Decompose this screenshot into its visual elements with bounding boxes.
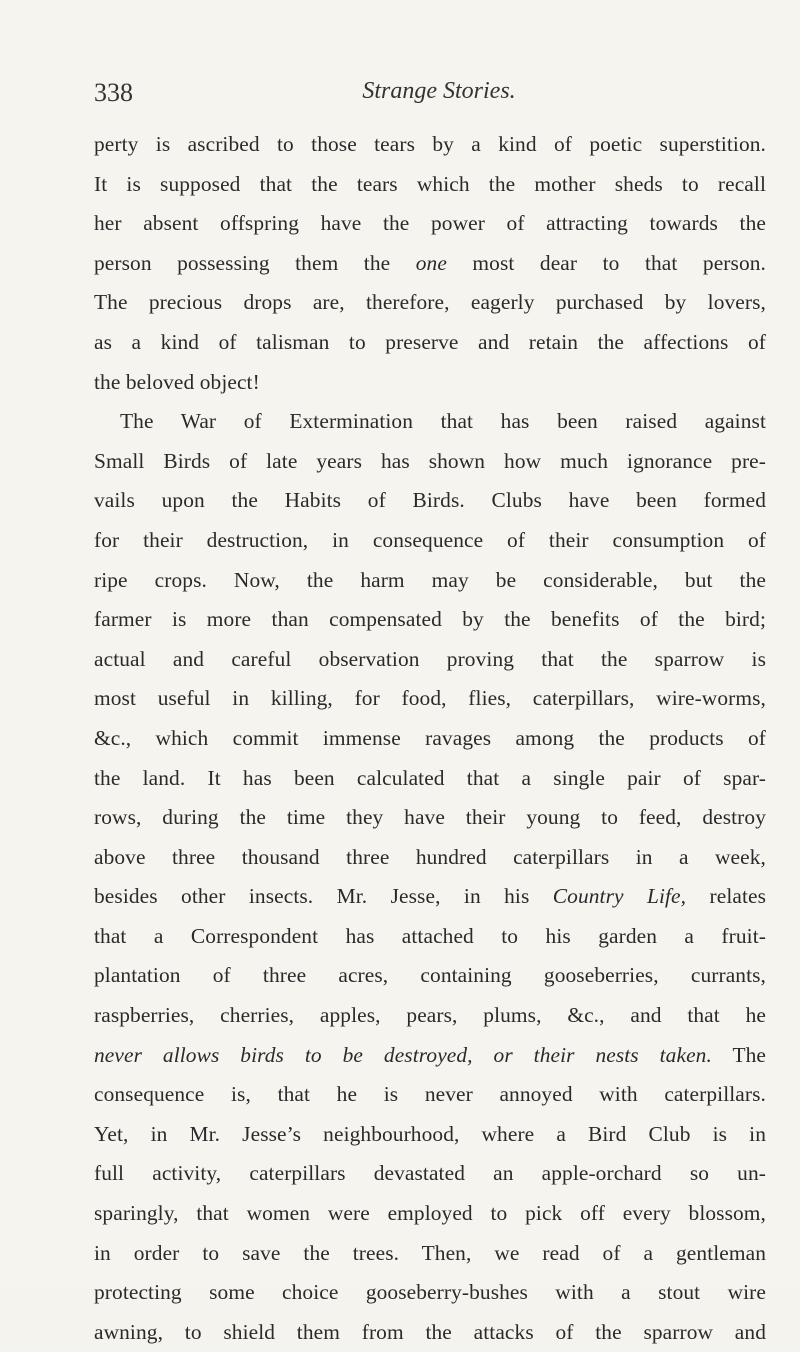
text-line: sparingly, that women were employed to pick off every blossom, [94, 1201, 766, 1226]
text-line: awning, to shield them from the attacks of the sparrow and [94, 1319, 766, 1344]
text-line: protecting some choice gooseberry-bushes with a stout wire [94, 1280, 766, 1305]
text-line: the beloved object! [94, 369, 260, 394]
text-line [94, 877, 766, 917]
italic-text: never allows birds to be destroyed, or their nests taken. [94, 1042, 712, 1067]
text-line: vails upon the Habits of Birds. Clubs have been formed [94, 488, 766, 513]
text-line: The precious drops are, therefore, eagerly purchased by lovers, [94, 290, 766, 315]
text-line: as a kind of talisman to preserve and retain the affections of [94, 329, 766, 354]
text-line: in order to save the trees. Then, we read of a gentleman [94, 1240, 766, 1265]
text-line: rows, during the time they have their young to feed, destroy [94, 805, 766, 830]
text-line: perty is ascribed to those tears by a kind of poetic superstition. [94, 132, 766, 156]
italic-text: Country Life, [552, 884, 687, 909]
text-segment: most dear to that person. [472, 250, 766, 275]
text-segment: besides other insects. Mr. Jesse, in his [94, 884, 530, 909]
text-line: It is supposed that the tears which the mother sheds to recall [94, 171, 766, 196]
text-line: raspberries, cherries, apples, pears, plums, &c., and that he [94, 1003, 766, 1028]
text-line: plantation of three acres, containing gooseberries, currants, [94, 963, 766, 988]
page-number: 338 [94, 78, 133, 107]
text-line: the land. It has been calculated that a single pair of spar- [94, 765, 766, 790]
text-line: her absent offspring have the power of attracting towards the [94, 211, 766, 236]
text-line [94, 244, 766, 284]
text-line: Small Birds of late years has shown how much ignorance pre- [94, 448, 766, 473]
text-line: The War of Extermination that has been raised against [120, 409, 766, 434]
page-header [94, 74, 764, 114]
text-line: for their destruction, in consequence of their consumption of [94, 527, 766, 552]
text-segment: The [732, 1042, 766, 1067]
text-line: consequence is, that he is never annoyed with caterpillars. [94, 1082, 766, 1107]
running-title: Strange Stories. [362, 78, 516, 104]
text-line: above three thousand three hundred caterpillars in a week, [94, 844, 766, 869]
text-line: farmer is more than compensated by the benefits of the bird; [94, 607, 766, 632]
text-line: that a Correspondent has attached to his garden a fruit- [94, 923, 766, 948]
text-segment: person possessing them the [94, 250, 391, 275]
text-line: actual and careful observation proving that the sparrow is [94, 646, 766, 671]
text-line: ripe crops. Now, the harm may be considerable, but the [94, 567, 766, 592]
text-line: &c., which commit immense ravages among the products of [94, 725, 766, 750]
text-line: most useful in killing, for food, flies, caterpillars, wire-worms, [94, 686, 766, 711]
text-line: full activity, caterpillars devastated an apple-orchard so un- [94, 1161, 766, 1186]
text-line: Yet, in Mr. Jesse’s neighbourhood, where a Bird Club is in [94, 1121, 766, 1146]
text-segment: relates [709, 884, 767, 909]
text-line [94, 1036, 766, 1076]
body-text [94, 125, 766, 1352]
italic-text: one [415, 250, 447, 275]
